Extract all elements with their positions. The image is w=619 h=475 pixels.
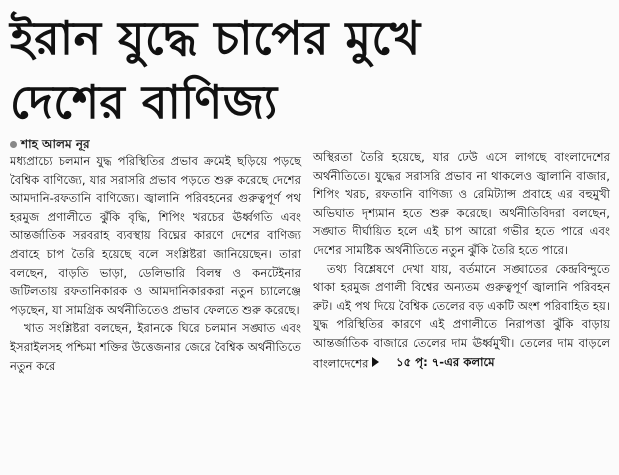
- right-column: [313, 148, 610, 372]
- headline: [10, 6, 610, 134]
- left-column: [10, 152, 301, 375]
- paragraph: অস্থিরতা তৈরি হয়েছে, যার ঢেউ এসে লাগছে বাংলাদেশের অর্থনীতিতে। যুদ্ধের সরাসরি প্রভাব না থাকলেও জ্বালানি বাজার, শিপিং খরচ, রফতানি বাণিজ্য ও রেমিট্যান্স প্রবাহে এর বহুমুখী অভিঘাত দৃশ্যমান হতে শুরু করেছে। অর্থনীতিবিদরা বলছেন, সঙ্ঘাত দীর্ঘায়িত হলে এই চাপ আরো গভীর হতে পারে এবং দেশের সামষ্টিক অর্থনীতিতে নতুন ঝুঁকি তৈরি হতে পারে।: [313, 150, 610, 257]
- continued-jump[interactable]: [372, 353, 494, 372]
- headline-line-2: দেশের বাণিজ্য: [10, 75, 278, 129]
- dot-icon: [10, 141, 17, 148]
- paragraph-text: তথ্য বিশ্লেষণে দেখা যায়, বর্তমানে সঙ্ঘাতের কেন্দ্রবিন্দুতে থাকা হরমুজ প্রণালী বিশ্বের অন্যতম গুরুত্বপূর্ণ জ্বালানি পরিবহন রুট। এই পথ দিয়ে বৈশ্বিক তেলের বড় একটি অংশ পরিবাহিত হয়। যুদ্ধ পরিস্থিতির কারণে এই প্রণালীতে নিরাপত্তা ঝুঁকি বাড়ায় আন্তর্জাতিক বাজারে তেলের দাম ঊর্ধ্বমুখী। তেলের দাম বাড়লে বাংলাদেশের: [313, 261, 610, 370]
- jump-label: ১৫ পৃ: ৭-এর কলামে: [396, 354, 495, 369]
- byline: [10, 136, 290, 152]
- right-triangle-icon: [372, 357, 379, 367]
- paragraph: মধ্যপ্রাচ্যে চলমান যুদ্ধ পরিস্থিতির প্রভাব ক্রমেই ছড়িয়ে পড়ছে বৈশ্বিক বাণিজ্যে, যার সরাসরি প্রভাব পড়তে শুরু করেছে দেশের আমদানি-রফতানি বাণিজ্যে। জ্বালানি পরিবহনের গুরুত্বপূর্ণ পথ হরমুজ প্রণালীতে ঝুঁকি বৃদ্ধি, শিপিং খরচের ঊর্ধ্বগতি এবং আন্তর্জাতিক সরবরাহ ব্যবস্থায় বিঘ্নের কারণে দেশের বাণিজ্য প্রবাহে চাপ তৈরি হয়েছে বলে সংশ্লিষ্টরা জানিয়েছেন। তারা বলছেন, বাড়তি ভাড়া, ডেলিভারি বিলম্ব ও কনটেইনার জটিলতায় রফতানিকারক ও আমদানিকারকরা নতুন চ্যালেঞ্জে পড়ছেন, যা সামগ্রিক অর্থনীতিতেও প্রভাব ফেলতে শুরু করেছে।: [10, 154, 301, 317]
- author-name: শাহ আলম নূর: [21, 137, 90, 151]
- paragraph: [313, 260, 610, 373]
- headline-line-1: ইরান যুদ্ধে চাপের মুখে: [10, 11, 421, 65]
- paragraph: খাত সংশ্লিষ্টরা বলছেন, ইরানকে ঘিরে চলমান সঙ্ঘাত এবং ইসরাইলসহ পশ্চিমা শক্তির উত্তেজনার জেরে বৈশ্বিক অর্থনীতিতে নতুন করে: [10, 321, 301, 373]
